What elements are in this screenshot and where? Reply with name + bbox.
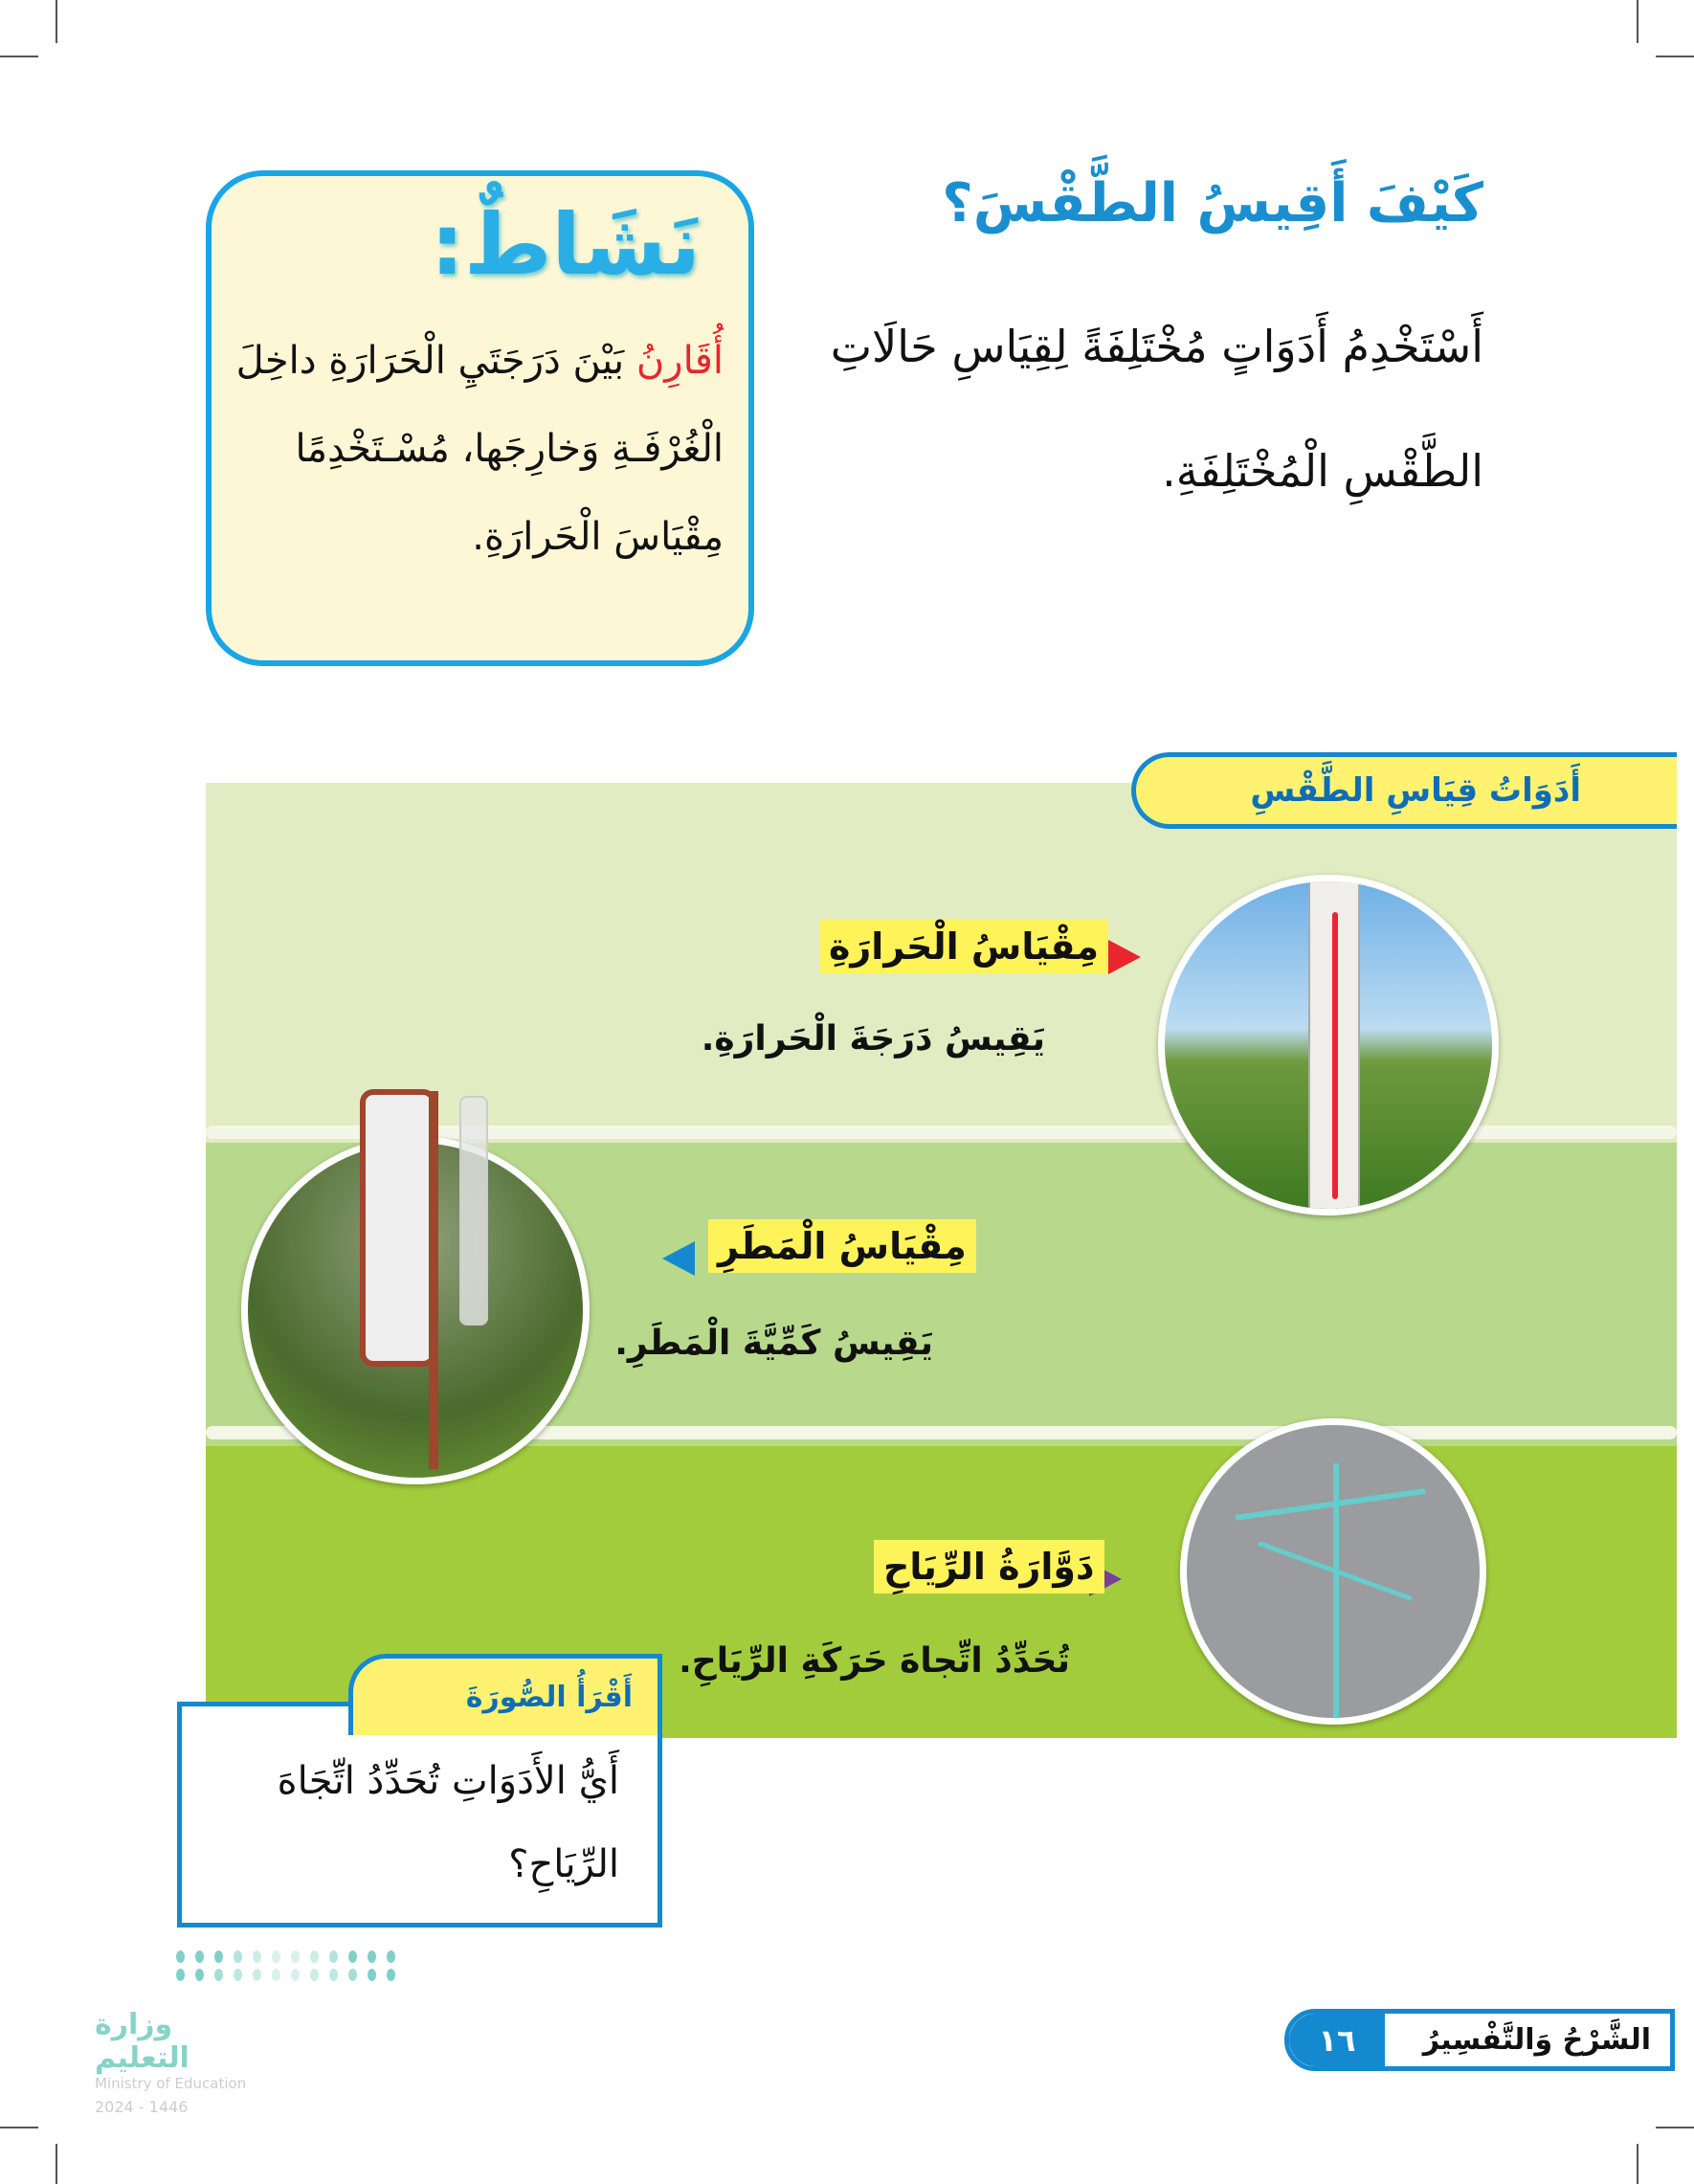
thermometer-label: مِقْيَاسُ الْحَرارَةِ [819, 920, 1108, 973]
red-arrow-icon [1108, 940, 1141, 974]
ministry-name-en: Ministry of Education [95, 2075, 247, 2092]
crop-mark [56, 0, 57, 43]
activity-title: نَشَاطٌ: [430, 195, 701, 294]
ministry-logo [95, 1950, 344, 2116]
activity-line-1: بَيْنَ دَرَجَتَيِ الْحَرَارَةِ داخِلَ [235, 339, 625, 383]
page-footer-badge [1284, 2009, 1675, 2071]
thermometer-desc: يَقِيسُ دَرَجَةَ الْحَرارَةِ. [701, 1019, 1045, 1059]
page-title: كَيْفَ أَقِيسُ الطَّقْسَ؟ [942, 172, 1483, 234]
crop-mark [0, 56, 38, 57]
thermometer-image [1158, 875, 1499, 1215]
activity-box [206, 170, 754, 666]
ministry-name-ar: وزارة التعليم [95, 2008, 189, 2075]
year: 2024 - 1446 [95, 2098, 189, 2116]
thermometer-icon [1308, 875, 1360, 1215]
crop-mark [1637, 0, 1638, 43]
rain-gauge-tube [459, 1096, 488, 1326]
intro-line-1: أَسْتَخْدِمُ أَدَوَاتٍ مُخْتَلِفَةً لِقِيَاسِ حَالَاتِ [830, 321, 1483, 372]
activity-verb: أُقَارِنُ [635, 339, 724, 383]
crop-mark [1637, 2144, 1638, 2184]
tools-heading: أَدَوَاتُ قِيَاسِ الطَّقْسِ [1131, 752, 1677, 829]
wind-vane-desc: تُحَدِّدُ اتِّجاهَ حَرَكَةِ الرِّيَاحِ. [679, 1641, 1070, 1681]
crop-mark [1656, 2127, 1694, 2128]
page-number: ١٦ [1289, 2014, 1385, 2066]
ministry-logo-icon [176, 1950, 344, 1981]
rain-gauge-label: مِقْيَاسُ الْمَطَرِ [708, 1219, 976, 1273]
read-picture-box [177, 1702, 662, 1928]
read-question-line-2: الرِّيَاحِ؟ [508, 1842, 619, 1886]
crop-mark [1656, 56, 1694, 57]
rain-gauge-desc: يَقِيسُ كَمِّيَّةَ الْمَطَرِ. [614, 1324, 933, 1363]
read-question-line-1: أَيُّ الأَدَوَاتِ تُحَدِّدُ اتِّجَاهَ [277, 1759, 619, 1803]
intro-line-2: الطَّقْسِ الْمُخْتَلِفَةِ. [1162, 445, 1483, 497]
crop-mark [56, 2144, 57, 2184]
wind-vane-label: دَوَّارَةُ الرِّيَاحِ [874, 1540, 1104, 1593]
blue-arrow-icon [662, 1241, 695, 1276]
activity-line-3: مِقْيَاسَ الْحَرارَةِ. [472, 515, 724, 559]
activity-line-2: الْغُرْفَـةِ وَخارِجَها، مُسْـتَخْدِمًا [295, 427, 724, 471]
crop-mark [0, 2127, 38, 2128]
rain-gauge-pole [429, 1091, 438, 1469]
rain-gauge-icon [360, 1089, 436, 1367]
wind-vane-image [1180, 1418, 1486, 1725]
read-picture-heading: أَقْرَأُ الصُّورَةَ [348, 1654, 662, 1735]
section-name: الشَّرْحُ وَالتَّفْسِيرُ [1422, 2023, 1651, 2057]
